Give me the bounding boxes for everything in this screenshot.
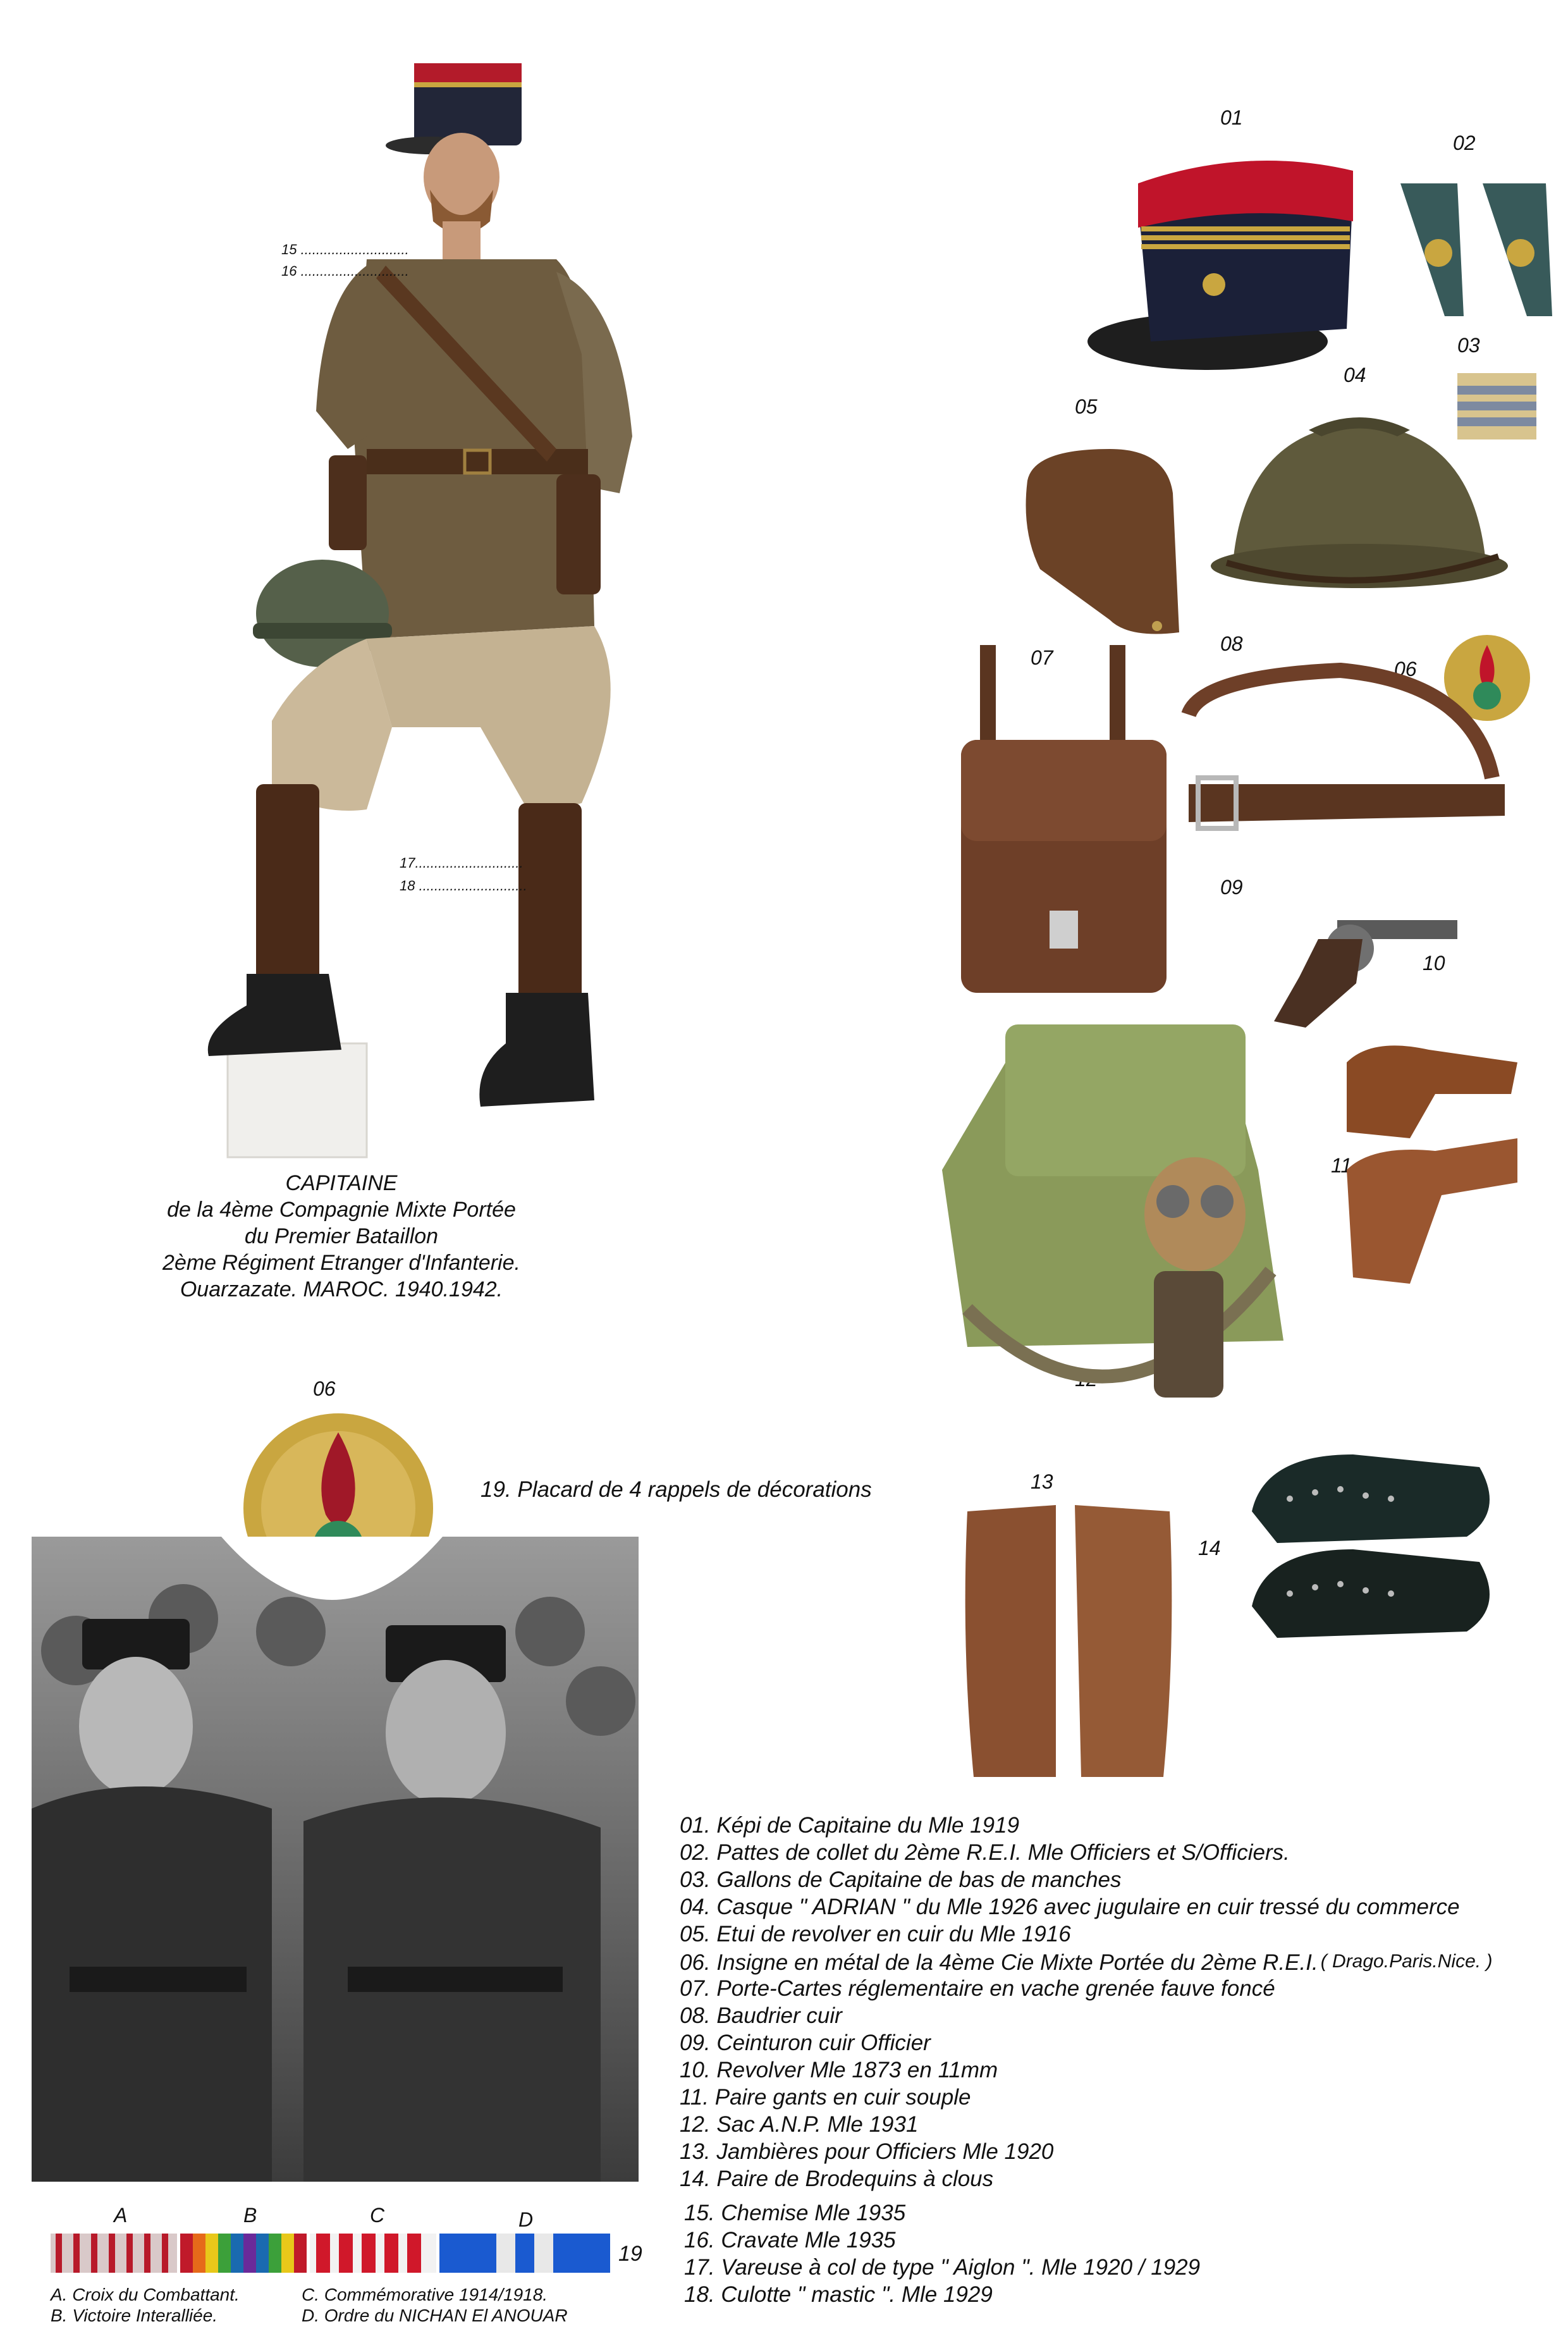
legend-item-11: 11. Paire gants en cuir souple <box>680 2085 971 2110</box>
ribbon-legend-b: B. Victoire Interalliée. <box>51 2306 218 2325</box>
equipment-legend <box>680 1812 1492 2192</box>
legend-item-18: 18. Culotte " mastic ". Mle 1929 <box>684 2282 993 2307</box>
legend-item-09: 09. Ceinturon cuir Officier <box>680 2031 931 2055</box>
callout-18: 18 ............................ <box>400 878 527 894</box>
map-case-image <box>955 645 1173 996</box>
item-04-label: 04 <box>1344 364 1366 386</box>
belt-image <box>1176 658 1517 866</box>
ribbon-number: 19 <box>618 2242 642 2266</box>
callout-16: 16 ............................ <box>281 263 409 279</box>
ribbon-legend-right <box>302 2284 568 2326</box>
legend-item-13: 13. Jambières pour Officiers Mle 1920 <box>680 2139 1054 2164</box>
item-06-label: 06 <box>1394 658 1417 680</box>
legend-item-16: 16. Cravate Mle 1935 <box>684 2228 896 2253</box>
item-01-label: 01 <box>1220 106 1243 129</box>
caption-rank: CAPITAINE <box>285 1171 398 1195</box>
item-07-label: 07 <box>1031 646 1053 669</box>
callout-15: 15 ............................ <box>281 242 409 257</box>
legend-item-06-text: 06. Insigne en métal de la 4ème Cie Mixte Portée du 2ème R.E.I. <box>680 1950 1318 1975</box>
ribbon-bar <box>51 2234 610 2273</box>
ribbon-letter-c: C <box>370 2204 385 2227</box>
clothing-legend <box>684 2199 1200 2308</box>
caption-line-4: 2ème Régiment Etranger d'Infanterie. <box>162 1251 520 1275</box>
legend-item-08: 08. Baudrier cuir <box>680 2003 842 2028</box>
gloves-image <box>1334 1024 1524 1290</box>
ribbon-legend-c: C. Commémorative 1914/1918. <box>302 2285 548 2304</box>
legend-item-06-note: ( Drago.Paris.Nice. ) <box>1320 1951 1493 1972</box>
ribbon-letter-b: B <box>243 2204 257 2227</box>
item-11-label: 11 <box>1331 1154 1352 1177</box>
ribbon-letter-d: D <box>518 2208 534 2231</box>
mannequin-photo <box>177 57 683 1164</box>
hobnail-boots-image <box>1239 1442 1505 1657</box>
insignia-label: 06 <box>313 1377 336 1400</box>
legend-item-04: 04. Casque " ADRIAN " du Mle 1926 avec jugulaire en cuir tressé du commerce <box>680 1895 1460 1919</box>
item-08-label: 08 <box>1220 632 1243 655</box>
item-03-label: 03 <box>1457 334 1480 357</box>
legend-item-12: 12. Sac A.N.P. Mle 1931 <box>680 2112 919 2137</box>
caption-line-3: du Premier Bataillon <box>244 1224 439 1248</box>
item-05-label: 05 <box>1075 395 1098 418</box>
ribbon-letter-a: A <box>114 2204 128 2227</box>
placard-title: 19. Placard de 4 rappels de décorations <box>481 1477 872 1502</box>
legend-item-14: 14. Paire de Brodequins à clous <box>680 2167 994 2191</box>
ribbon-legend-left <box>51 2284 240 2326</box>
item-13-label: 13 <box>1031 1470 1053 1493</box>
item-09-label: 09 <box>1220 876 1243 899</box>
kepi-image <box>1081 152 1372 379</box>
ribbon-legend-a: A. Croix du Combattant. <box>51 2285 240 2304</box>
ribbon-legend-d: D. Ordre du NICHAN El ANOUAR <box>302 2306 568 2325</box>
caption-line-5: Ouarzazate. MAROC. 1940.1942. <box>180 1277 503 1301</box>
ribbon-b <box>180 2234 307 2273</box>
caption-line-2: de la 4ème Compagnie Mixte Portée <box>167 1198 516 1222</box>
legend-item-02: 02. Pattes de collet du 2ème R.E.I. Mle Officiers et S/Officiers. <box>680 1840 1290 1865</box>
item-14-label: 14 <box>1198 1537 1221 1559</box>
legend-item-15: 15. Chemise Mle 1935 <box>684 2201 906 2225</box>
legend-item-17: 17. Vareuse à col de type " Aiglon ". Mle 1920 / 1929 <box>684 2255 1201 2280</box>
group-photo <box>32 1537 639 2182</box>
item-10-label: 10 <box>1423 952 1445 974</box>
legend-item-05: 05. Etui de revolver en cuir du Mle 1916 <box>680 1922 1071 1946</box>
item-02-label: 02 <box>1453 132 1476 154</box>
legend-item-03: 03. Gallons de Capitaine de bas de manches <box>680 1867 1122 1892</box>
leggings-image <box>948 1499 1189 1783</box>
ribbon-d <box>439 2234 610 2273</box>
adrian-helmet-image <box>1208 411 1511 601</box>
revolver-holster-image <box>1015 443 1185 645</box>
legend-item-06 <box>680 1948 1492 1975</box>
legend-item-01: 01. Képi de Capitaine du Mle 1919 <box>680 1813 1020 1838</box>
item-12-label: 12 <box>1075 1368 1098 1391</box>
collar-tabs-image <box>1394 177 1559 323</box>
legend-item-07: 07. Porte-Cartes réglementaire en vache grenée fauve foncé <box>680 1976 1275 2001</box>
gas-mask-bag-image <box>929 1005 1302 1461</box>
mannequin-caption <box>82 1170 601 1303</box>
legend-item-10: 10. Revolver Mle 1873 en 11mm <box>680 2058 998 2082</box>
callout-17: 17............................ <box>400 855 524 871</box>
